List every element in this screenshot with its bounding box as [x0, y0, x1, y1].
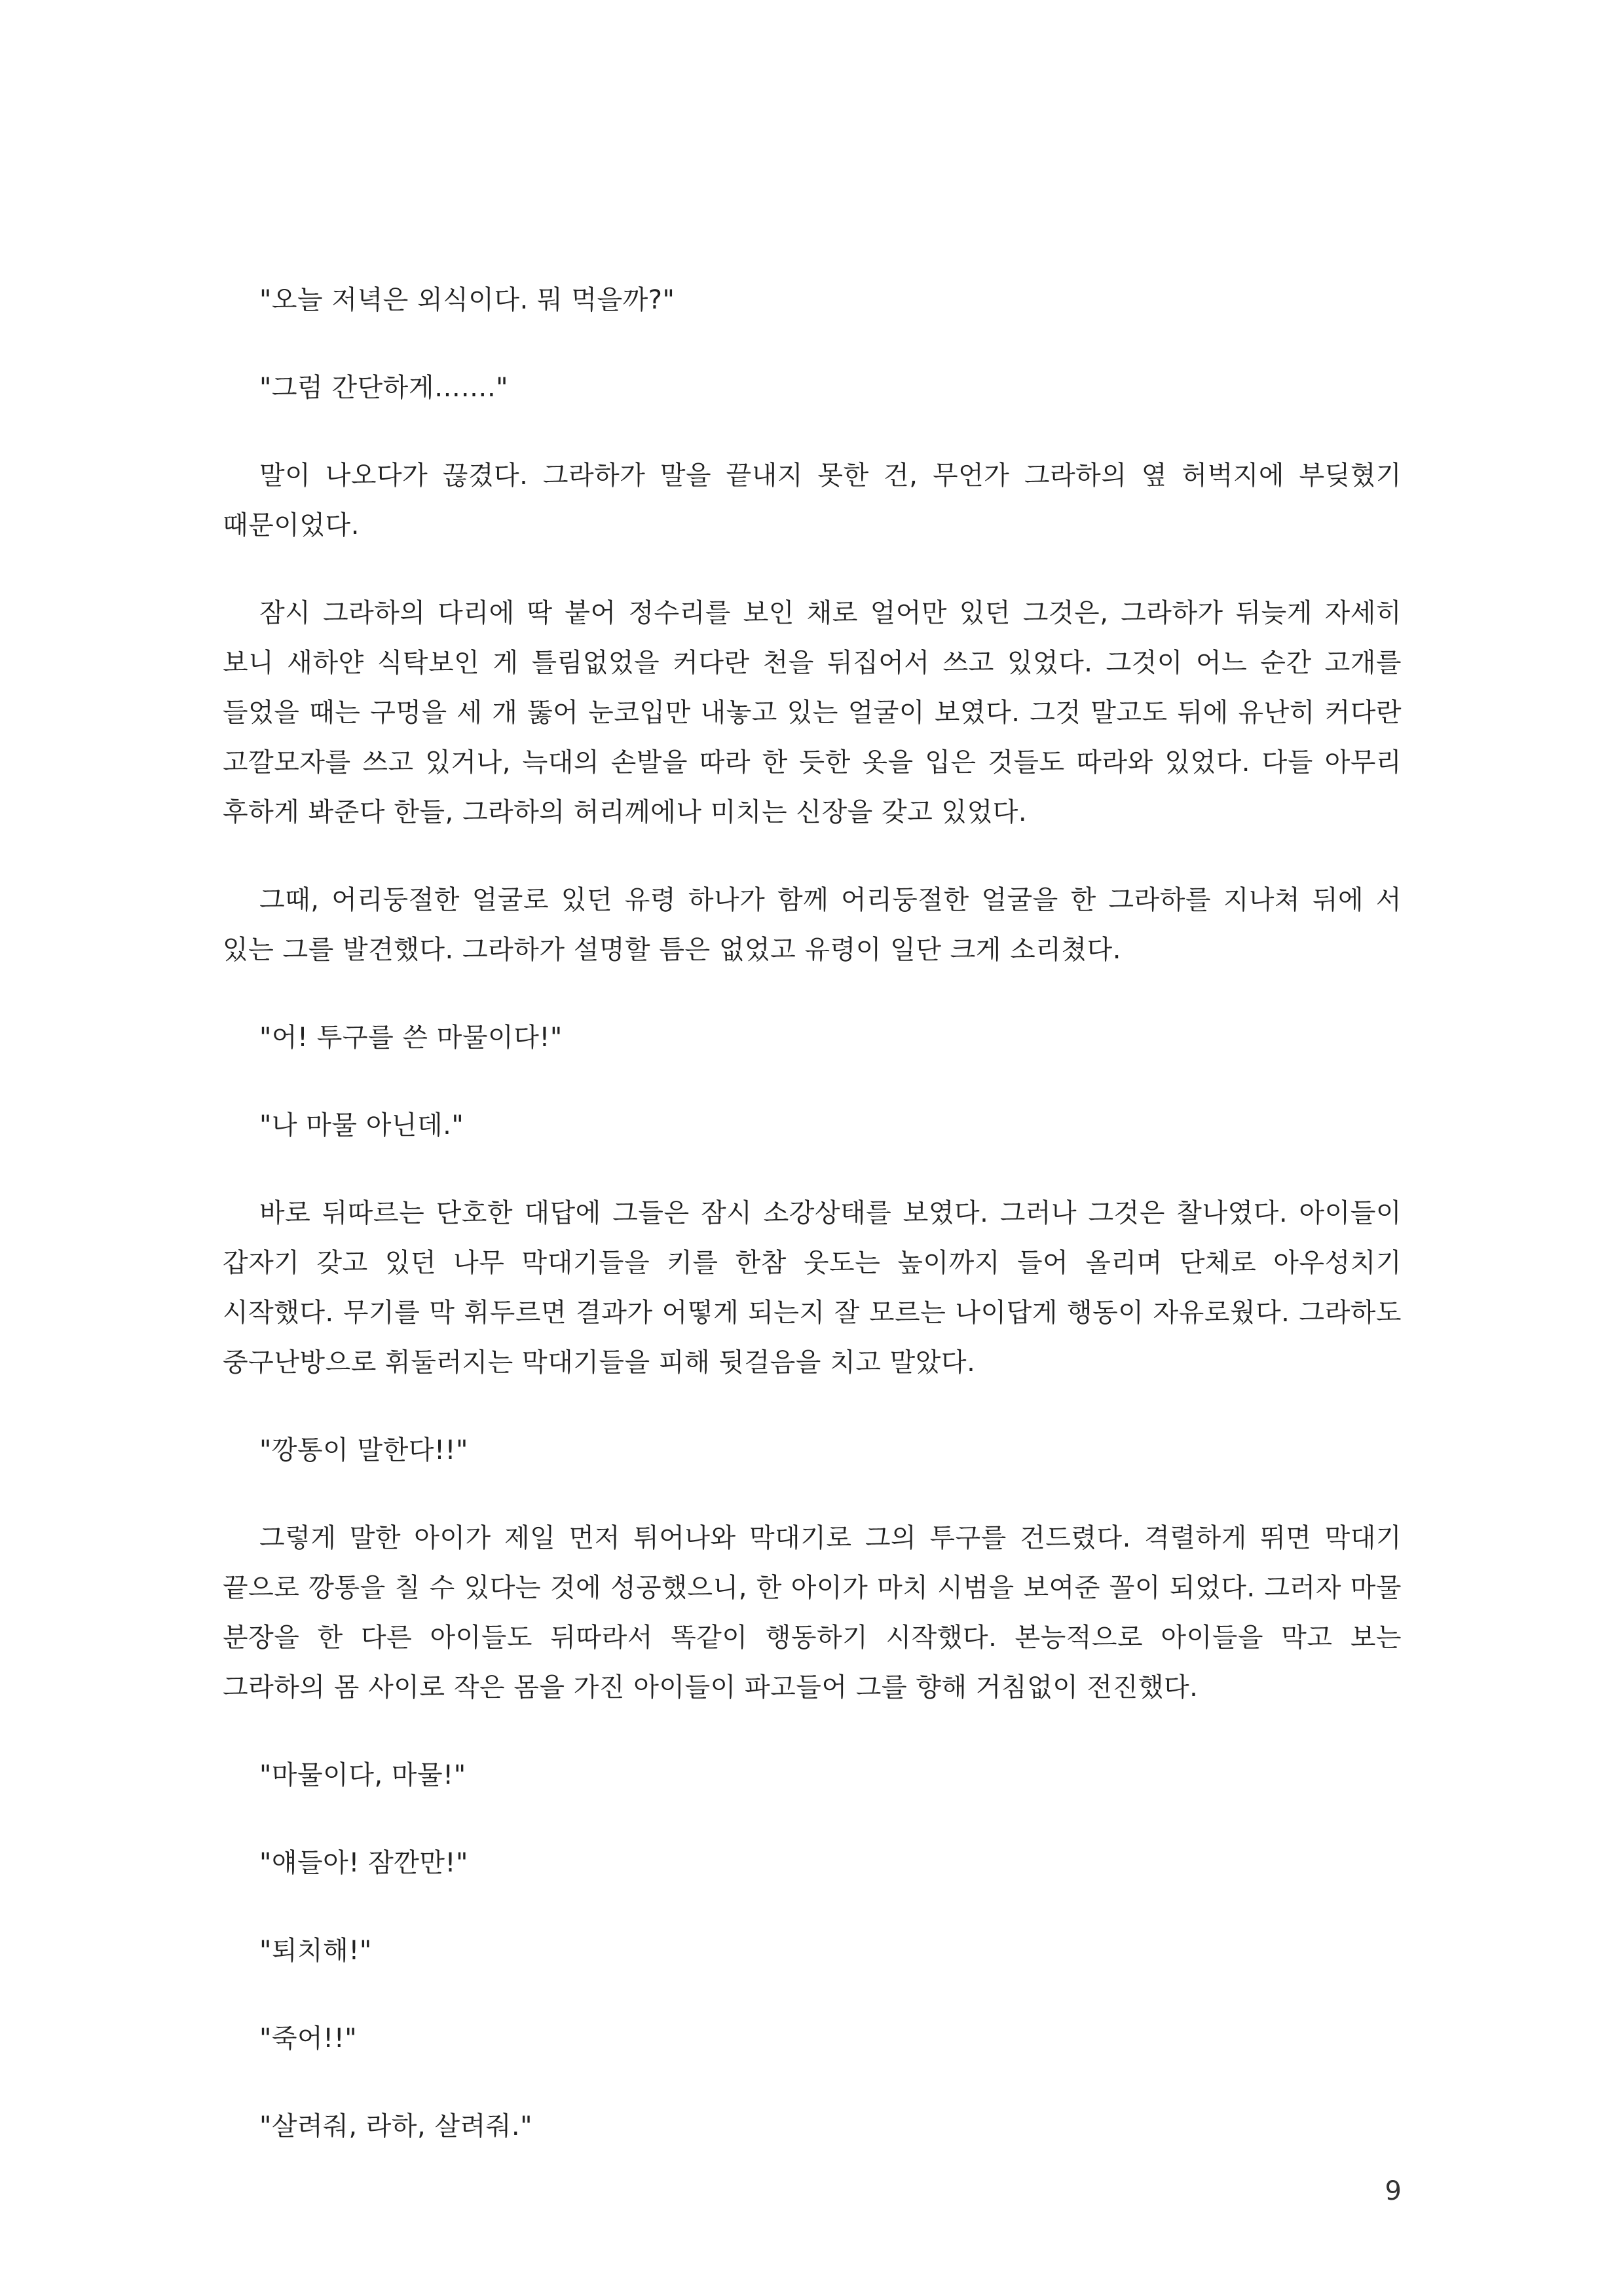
- text-body: [223, 275, 1402, 2151]
- paragraph-9: "깡통이 말한다!!": [259, 1435, 468, 1465]
- paragraph-6: "어! 투구를 쓴 마물이다!": [259, 1023, 563, 1053]
- paragraph-15: "살려줘, 라하, 살려줘.": [259, 2111, 532, 2141]
- paragraph-14: "죽어!!": [259, 2023, 358, 2054]
- paragraph-3: 말이 나오다가 끊겼다. 그라하가 말을 끝내지 못한 건, 무언가 그라하의 옆 허벅지에 부딪혔기 때문이었다.: [223, 461, 1402, 540]
- paragraph-13: "퇴치해!": [259, 1936, 372, 1966]
- paragraph-2: "그럼 간단하게…….": [259, 373, 509, 403]
- paragraph-7: "나 마물 아닌데.": [259, 1110, 464, 1140]
- paragraph-4: 잠시 그라하의 다리에 딱 붙어 정수리를 보인 채로 얼어만 있던 그것은, 그라하가 뒤늦게 자세히 보니 새하얀 식탁보인 게 틀림없었을 커다란 천을 뒤집어서 쓰고 있었다. 그것이 어느 순간 고개를 들었을 때는 구멍을 세 개 뚫어 눈코입만 내놓고 있는 얼굴이 보였다. 그것 말고도 뒤에 유난히 커다란 고깔모자를 쓰고 있거나, 늑대의 손발을 따라 한 듯한 옷을 입은 것들도 따라와 있었다. 다들 아무리 후하게 봐준다 한들, 그라하의 허리께에나 미치는 신장을 갖고 있었다.: [223, 598, 1402, 827]
- paragraph-12: "얘들아! 잠깐만!": [259, 1848, 468, 1878]
- paragraph-8: 바로 뒤따르는 단호한 대답에 그들은 잠시 소강상태를 보였다. 그러나 그것은 찰나였다. 아이들이 갑자기 갖고 있던 나무 막대기들을 키를 한참 웃도는 높이까지 들어 올리며 단체로 아우성치기 시작했다. 무기를 막 휘두르면 결과가 어떻게 되는지 잘 모르는 나이답게 행동이 자유로웠다. 그라하도 중구난방으로 휘둘러지는 막대기들을 피해 뒷걸음을 치고 말았다.: [223, 1198, 1402, 1378]
- paragraph-10: 그렇게 말한 아이가 제일 먼저 튀어나와 막대기로 그의 투구를 건드렸다. 격렬하게 뛰면 막대기 끝으로 깡통을 칠 수 있다는 것에 성공했으니, 한 아이가 마치 시범을 보여준 꼴이 되었다. 그러자 마물 분장을 한 다른 아이들도 뒤따라서 똑같이 행동하기 시작했다. 본능적으로 아이들을 막고 보는 그라하의 몸 사이로 작은 몸을 가진 아이들이 파고들어 그를 향해 거침없이 전진했다.: [223, 1523, 1402, 1703]
- page-number: 9: [1385, 2176, 1402, 2206]
- paragraph-5: 그때, 어리둥절한 얼굴로 있던 유령 하나가 함께 어리둥절한 얼굴을 한 그라하를 지나쳐 뒤에 서 있는 그를 발견했다. 그라하가 설명할 틈은 없었고 유령이 일단 크게 소리쳤다.: [223, 885, 1402, 965]
- paragraph-1: "오늘 저녁은 외식이다. 뭐 먹을까?": [259, 285, 675, 315]
- paragraph-11: "마물이다, 마물!": [259, 1760, 466, 1790]
